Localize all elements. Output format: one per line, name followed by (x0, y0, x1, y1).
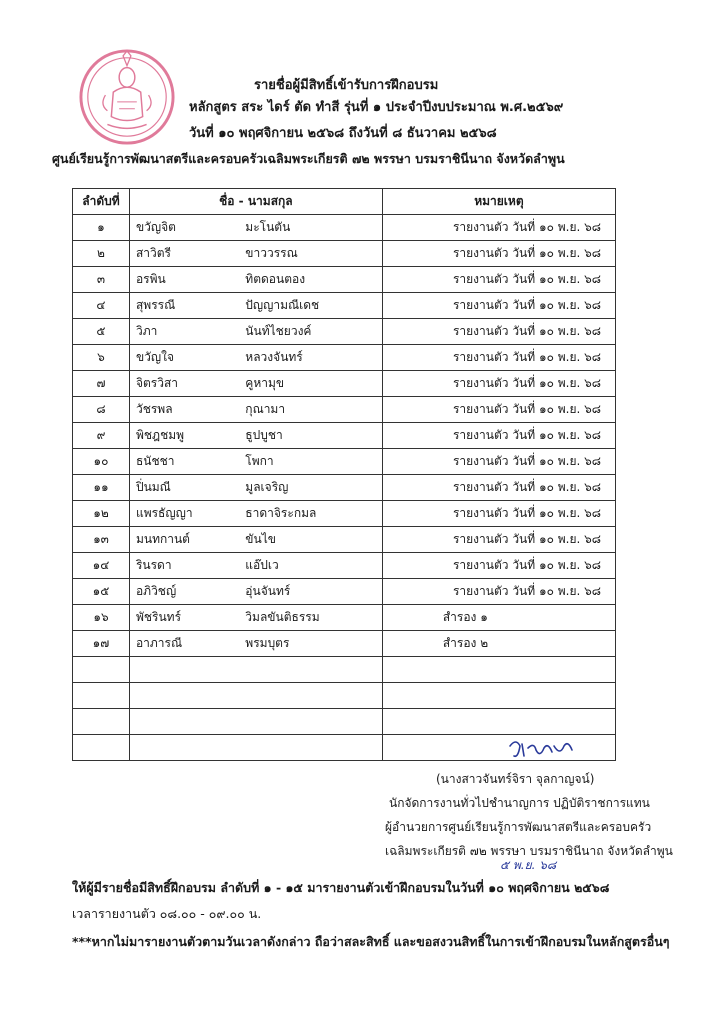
cell-last-name (239, 735, 382, 761)
cell-note: รายงานตัว วันที่ ๑๐ พ.ย. ๖๘ (382, 475, 615, 501)
cell-first-name (129, 735, 239, 761)
cell-note: สำรอง ๑ (382, 605, 615, 631)
title-line-1: รายชื่อผู้มีสิทธิ์เข้ารับการฝึกอบรม (254, 78, 439, 93)
table-row (73, 423, 616, 449)
cell-first-name: แพรธัญญา (129, 501, 239, 527)
table-row (73, 345, 616, 371)
cell-last-name: โพกา (239, 449, 382, 475)
cell-order: ๑๕ (73, 579, 130, 605)
table-row (73, 501, 616, 527)
cell-first-name: พิชฎชมพู (129, 423, 239, 449)
col-header-name: ชื่อ - นามสกุล (129, 189, 382, 215)
cell-order: ๑๒ (73, 501, 130, 527)
cell-note: รายงานตัว วันที่ ๑๐ พ.ย. ๖๘ (382, 527, 615, 553)
cell-order: ๑๗ (73, 631, 130, 657)
cell-note: รายงานตัว วันที่ ๑๐ พ.ย. ๖๘ (382, 553, 615, 579)
cell-note: สำรอง ๒ (382, 631, 615, 657)
cell-first-name: รินรดา (129, 553, 239, 579)
signer-name: (นางสาวจันทร์จิรา จุลกาญจน์) (436, 772, 595, 786)
table-row (73, 579, 616, 605)
cell-note: รายงานตัว วันที่ ๑๐ พ.ย. ๖๘ (382, 501, 615, 527)
cell-note: รายงานตัว วันที่ ๑๐ พ.ย. ๖๘ (382, 319, 615, 345)
cell-order (73, 709, 130, 735)
cell-first-name: วัชรพล (129, 397, 239, 423)
table-row (73, 683, 616, 709)
cell-last-name: ขาววรรณ (239, 241, 382, 267)
cell-order: ๙ (73, 423, 130, 449)
trainee-table (72, 188, 616, 761)
cell-note: รายงานตัว วันที่ ๑๐ พ.ย. ๖๘ (382, 267, 615, 293)
cell-order: ๑๓ (73, 527, 130, 553)
table-row (73, 657, 616, 683)
title-line-3: วันที่ ๑๐ พฤศจิกายน ๒๕๖๘ ถึงวันที่ ๘ ธันวาคม ๒๕๖๘ (189, 126, 497, 141)
cell-order: ๑๔ (73, 553, 130, 579)
table-row (73, 371, 616, 397)
cell-last-name (239, 657, 382, 683)
signer-position-1: นักจัดการงานทั่วไปชำนาญการ ปฏิบัติราชการแทน (389, 796, 650, 810)
cell-first-name: จิตรวิสา (129, 371, 239, 397)
cell-order: ๖ (73, 345, 130, 371)
handwritten-signature (506, 736, 576, 764)
cell-last-name: มูลเจริญ (239, 475, 382, 501)
cell-order: ๕ (73, 319, 130, 345)
cell-last-name: ธาดาจิระกมล (239, 501, 382, 527)
cell-note: รายงานตัว วันที่ ๑๐ พ.ย. ๖๘ (382, 293, 615, 319)
cell-note: รายงานตัว วันที่ ๑๐ พ.ย. ๖๘ (382, 423, 615, 449)
cell-order: ๑๐ (73, 449, 130, 475)
col-header-note: หมายเหตุ (382, 189, 615, 215)
cell-order: ๔ (73, 293, 130, 319)
cell-order: ๘ (73, 397, 130, 423)
cell-first-name: ปิ่นมณี (129, 475, 239, 501)
cell-first-name: อาภารณี (129, 631, 239, 657)
table-row (73, 527, 616, 553)
cell-first-name (129, 683, 239, 709)
table-row (73, 397, 616, 423)
cell-note (382, 735, 615, 761)
cell-note (382, 709, 615, 735)
table-header-row (73, 189, 616, 215)
cell-last-name: วิมลขันติธรรม (239, 605, 382, 631)
cell-order: ๑๑ (73, 475, 130, 501)
table-body (73, 215, 616, 761)
cell-first-name: ขวัญจิต (129, 215, 239, 241)
cell-last-name: แอ๊ปเว (239, 553, 382, 579)
cell-note: รายงานตัว วันที่ ๑๐ พ.ย. ๖๘ (382, 345, 615, 371)
table-row (73, 267, 616, 293)
cell-last-name: ปัญญามณีเดช (239, 293, 382, 319)
footer-instruction: ให้ผู้มีรายชื่อมีสิทธิ์ฝึกอบรม ลำดับที่ ๑ - ๑๕ มารายงานตัวเข้าฝึกอบรมในวันที่ ๑๐ พฤศจิกายน ๒๕๖๘ (72, 880, 610, 895)
cell-first-name: วิภา (129, 319, 239, 345)
table-row (73, 475, 616, 501)
cell-last-name: ทิตดอนตอง (239, 267, 382, 293)
cell-note: รายงานตัว วันที่ ๑๐ พ.ย. ๖๘ (382, 371, 615, 397)
cell-order: ๑๖ (73, 605, 130, 631)
cell-order (73, 735, 130, 761)
cell-first-name (129, 657, 239, 683)
cell-first-name (129, 709, 239, 735)
cell-last-name: พรมบุตร (239, 631, 382, 657)
cell-note: รายงานตัว วันที่ ๑๐ พ.ย. ๖๘ (382, 397, 615, 423)
cell-note (382, 657, 615, 683)
cell-first-name: อภิวิชญ์ (129, 579, 239, 605)
table-row (73, 293, 616, 319)
cell-first-name: สุพรรณี (129, 293, 239, 319)
cell-first-name: สาวิตรี (129, 241, 239, 267)
cell-last-name: คูหามุข (239, 371, 382, 397)
table-row (73, 553, 616, 579)
cell-last-name: กุณามา (239, 397, 382, 423)
footer-report-time: เวลารายงานตัว ๐๘.๐๐ - ๐๙.๐๐ น. (72, 906, 262, 921)
cell-last-name: มะโนตัน (239, 215, 382, 241)
table-row (73, 631, 616, 657)
cell-first-name: อรพิน (129, 267, 239, 293)
cell-note: รายงานตัว วันที่ ๑๐ พ.ย. ๖๘ (382, 449, 615, 475)
cell-order (73, 657, 130, 683)
table-row (73, 605, 616, 631)
cell-last-name (239, 709, 382, 735)
table-row (73, 241, 616, 267)
col-header-order: ลำดับที่ (73, 189, 130, 215)
table-row (73, 449, 616, 475)
handwritten-date: ๕ พ.ย. ๖๘ (500, 858, 557, 872)
cell-first-name: พัชรินทร์ (129, 605, 239, 631)
cell-note (382, 683, 615, 709)
cell-note: รายงานตัว วันที่ ๑๐ พ.ย. ๖๘ (382, 215, 615, 241)
cell-first-name: ธนัชชา (129, 449, 239, 475)
title-line-4: ศูนย์เรียนรู้การพัฒนาสตรีและครอบครัวเฉลิมพระเกียรติ ๗๒ พรรษา บรมราชินีนาถ จังหวัดลำพูน (52, 151, 565, 166)
cell-last-name: ขันไข (239, 527, 382, 553)
cell-order: ๒ (73, 241, 130, 267)
cell-note: รายงานตัว วันที่ ๑๐ พ.ย. ๖๘ (382, 579, 615, 605)
cell-first-name: มนทกานต์ (129, 527, 239, 553)
footer-warning: ***หากไม่มารายงานตัวตามวันเวลาดังกล่าว ถือว่าสละสิทธิ์ และขอสงวนสิทธิ์ในการเข้าฝึกอบรมในหลักสูตรอื่นๆ (72, 934, 670, 949)
cell-order: ๗ (73, 371, 130, 397)
cell-last-name: นันท์ไชยวงค์ (239, 319, 382, 345)
cell-order: ๑ (73, 215, 130, 241)
table-row (73, 215, 616, 241)
table-row (73, 319, 616, 345)
cell-last-name (239, 683, 382, 709)
cell-order (73, 683, 130, 709)
cell-order: ๓ (73, 267, 130, 293)
cell-first-name: ขวัญใจ (129, 345, 239, 371)
cell-note: รายงานตัว วันที่ ๑๐ พ.ย. ๖๘ (382, 241, 615, 267)
signer-position-3: เฉลิมพระเกียรติ ๗๒ พรรษา บรมราชินีนาถ จังหวัดลำพูน (385, 844, 673, 858)
signer-position-2: ผู้อำนวยการศูนย์เรียนรู้การพัฒนาสตรีและครอบครัว (385, 820, 652, 834)
cell-last-name: ธูปบูชา (239, 423, 382, 449)
table-row (73, 709, 616, 735)
title-line-2: หลักสูตร สระ ไดร์ ตัด ทำสี รุ่นที่ ๑ ประจำปีงบประมาณ พ.ศ.๒๕๖๙ (189, 100, 564, 115)
cell-last-name: หลวงจันทร์ (239, 345, 382, 371)
cell-last-name: อุ่นจันทร์ (239, 579, 382, 605)
